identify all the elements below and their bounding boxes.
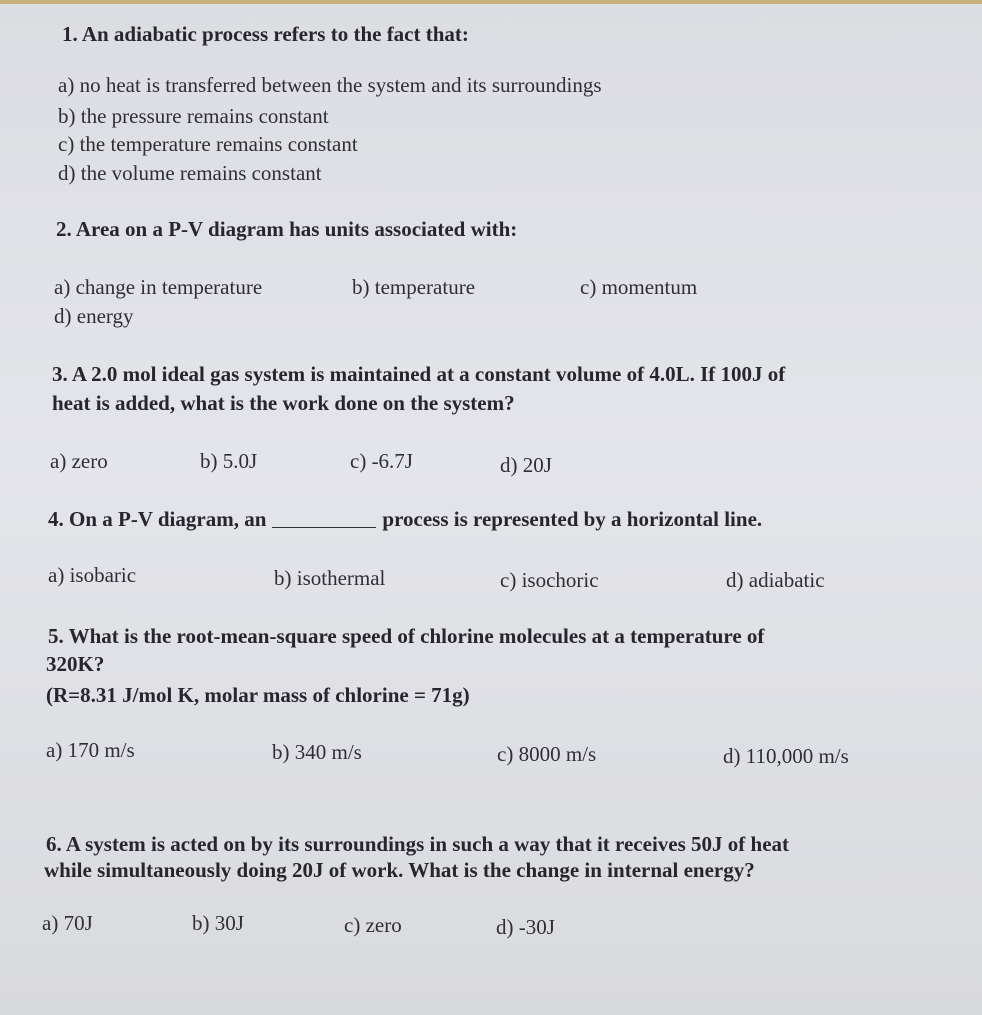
question-6-option-a: a) 70J: [42, 911, 93, 935]
question-2-option-c: c) momentum: [580, 275, 698, 299]
question-3-option-b: b) 5.0J: [200, 449, 258, 473]
question-6-line-2: while simultaneously doing 20J of work. What is the change in internal energy?: [44, 858, 755, 882]
question-4-start: 4. On a P-V diagram, an: [48, 507, 267, 531]
question-4: [48, 505, 948, 533]
question-2-option-d: d) energy: [54, 304, 134, 328]
question-2: 2. Area on a P-V diagram has units associated with:: [56, 217, 518, 241]
question-4-option-a: a) isobaric: [48, 563, 137, 587]
question-6-option-c: c) zero: [344, 913, 402, 937]
question-1-option-d: d) the volume remains constant: [58, 161, 322, 185]
question-3-option-a: a) zero: [50, 449, 108, 473]
question-1-option-c: c) the temperature remains constant: [58, 132, 358, 156]
question-5-option-c: c) 8000 m/s: [497, 742, 597, 766]
question-5-option-a: a) 170 m/s: [46, 738, 135, 762]
question-1-option-a: a) no heat is transferred between the system and its surroundings: [58, 73, 602, 97]
question-3-option-c: c) -6.7J: [350, 449, 413, 473]
question-5-option-d: d) 110,000 m/s: [723, 744, 849, 768]
question-2-option-b: b) temperature: [352, 275, 476, 299]
question-3-option-d: d) 20J: [500, 453, 552, 477]
question-5-line-3: (R=8.31 J/mol K, molar mass of chlorine = 71g): [46, 683, 470, 707]
question-3-line-2: heat is added, what is the work done on the system?: [52, 391, 515, 415]
question-6-option-b: b) 30J: [192, 911, 244, 935]
question-1: 1. An adiabatic process refers to the fact that:: [62, 22, 469, 46]
question-5-option-b: b) 340 m/s: [272, 740, 362, 764]
question-2-option-a: a) change in temperature: [54, 275, 263, 299]
question-4-blank: [272, 527, 376, 528]
question-5-line-2: 320K?: [46, 652, 105, 676]
question-6-line-1: 6. A system is acted on by its surroundings in such a way that it receives 50J of heat: [46, 832, 790, 856]
question-4-option-c: c) isochoric: [500, 568, 599, 592]
question-1-option-b: b) the pressure remains constant: [58, 104, 329, 128]
question-6-option-d: d) -30J: [496, 915, 555, 939]
question-5-line-1: 5. What is the root-mean-square speed of chlorine molecules at a temperature of: [48, 624, 765, 648]
question-4-end: process is represented by a horizontal line.: [382, 507, 763, 531]
question-4-option-d: d) adiabatic: [726, 568, 825, 592]
question-4-option-b: b) isothermal: [274, 566, 386, 590]
question-3-line-1: 3. A 2.0 mol ideal gas system is maintained at a constant volume of 4.0L. If 100J of: [52, 362, 786, 386]
